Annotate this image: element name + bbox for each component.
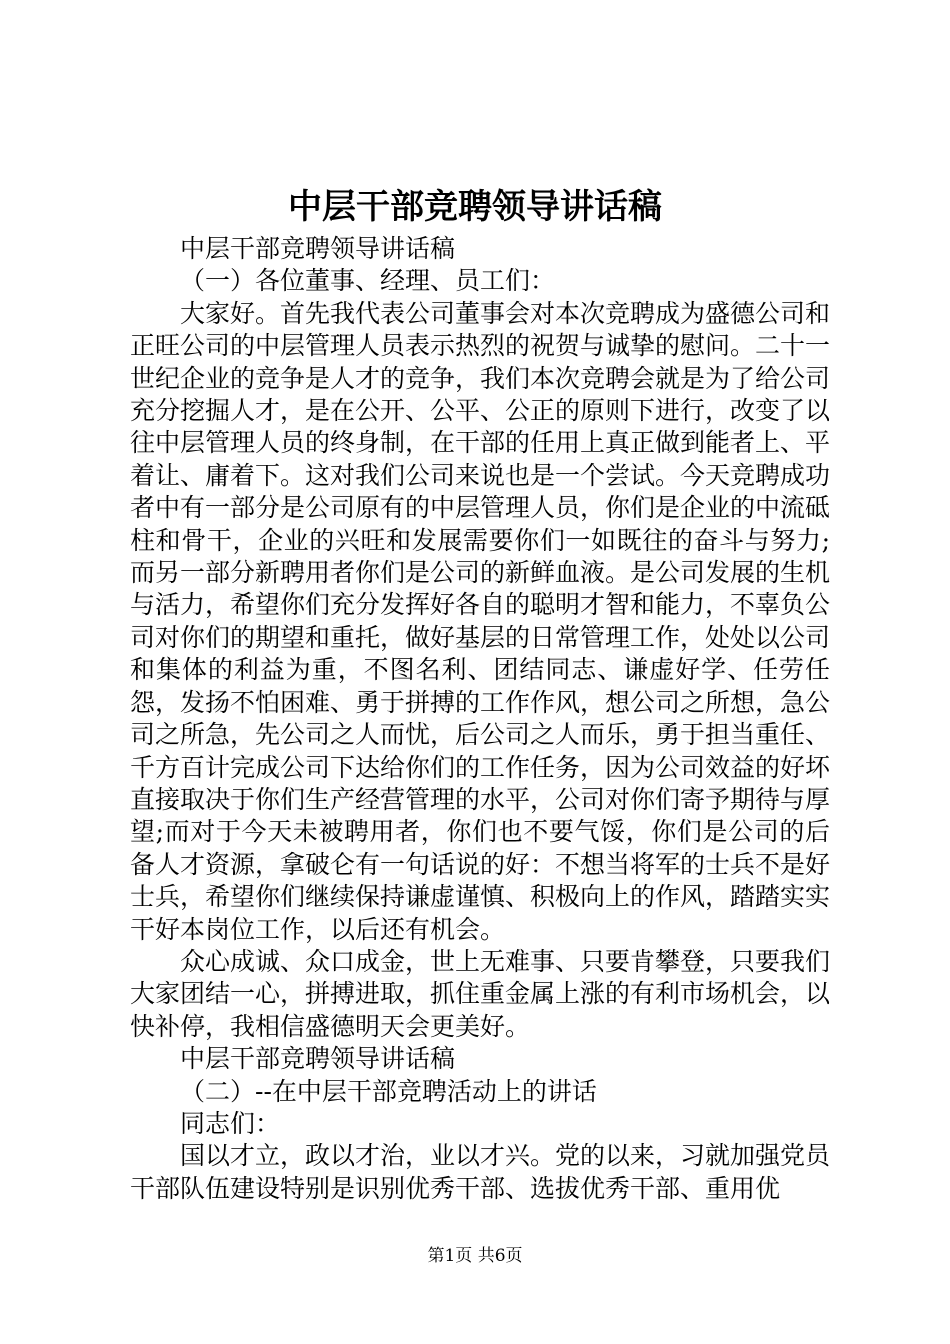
paragraph-body-3: 国以才立，政以才治，业以才兴。党的以来，习就加强党员干部队伍建设特别是识别优秀干部、选拔优秀干部、重用优: [130, 1141, 831, 1203]
paragraph-subtitle-2: （二）--在中层干部竞聘活动上的讲话: [180, 1076, 597, 1106]
paragraph-body-2: 众心成诚、众口成金，世上无难事、只要肯攀登，只要我们大家团结一心，拼搏进取，抓住重金属上涨的有利市场机会，以快补停，我相信盛德明天会更美好。: [130, 946, 831, 1041]
document-title: 中层干部竞聘领导讲话稿: [288, 187, 662, 227]
paragraph-salutation-2: 同志们：: [180, 1108, 281, 1138]
paragraph-heading-2: 中层干部竞聘领导讲话稿: [180, 1044, 456, 1074]
document-body: [130, 233, 830, 1205]
paragraph-body-1: 大家好。首先我代表公司董事会对本次竞聘成为盛德公司和正旺公司的中层管理人员表示热烈的祝贺与诚挚的慰问。二十一世纪企业的竞争是人才的竞争，我们本次竞聘会就是为了给公司充分挖掘人才，是在公开、公平、公正的原则下进行，改变了以往中层管理人员的终身制，在干部的任用上真正做到能者上、平着让、庸着下。这对我们公司来说也是一个尝试。今天竞聘成功者中有一部分是公司原有的中层管理人员，你们是企业的中流砥柱和骨干，企业的兴旺和发展需要你们一如既往的奋斗与努力;而另一部分新聘用者你们是公司的新鲜血液。是公司发展的生机与活力，希望你们充分发挥好各自的聪明才智和能力，不辜负公司对你们的期望和重托，做好基层的日常管理工作，处处以公司和集体的利益为重，不图名利、团结同志、谦虚好学、任劳任怨，发扬不怕困难、勇于拼搏的工作作风，想公司之所想，急公司之所急，先公司之人而忧，后公司之人而乐，勇于担当重任、千方百计完成公司下达给你们的工作任务，因为公司效益的好坏直接取决于你们生产经营管理的水平，公司对你们寄予期待与厚望;而对于今天未被聘用者，你们也不要气馁，你们是公司的后备人才资源，拿破仑有一句话说的好：不想当将军的士兵不是好士兵，希望你们继续保持谦虚谨慎、积极向上的作风，踏踏实实干好本岗位工作，以后还有机会。: [130, 298, 831, 944]
page-footer: 第1页 共6页: [427, 1246, 523, 1266]
paragraph-salutation-1: （一）各位董事、经理、员工们：: [180, 266, 556, 296]
paragraph-heading-1: 中层干部竞聘领导讲话稿: [180, 234, 456, 263]
